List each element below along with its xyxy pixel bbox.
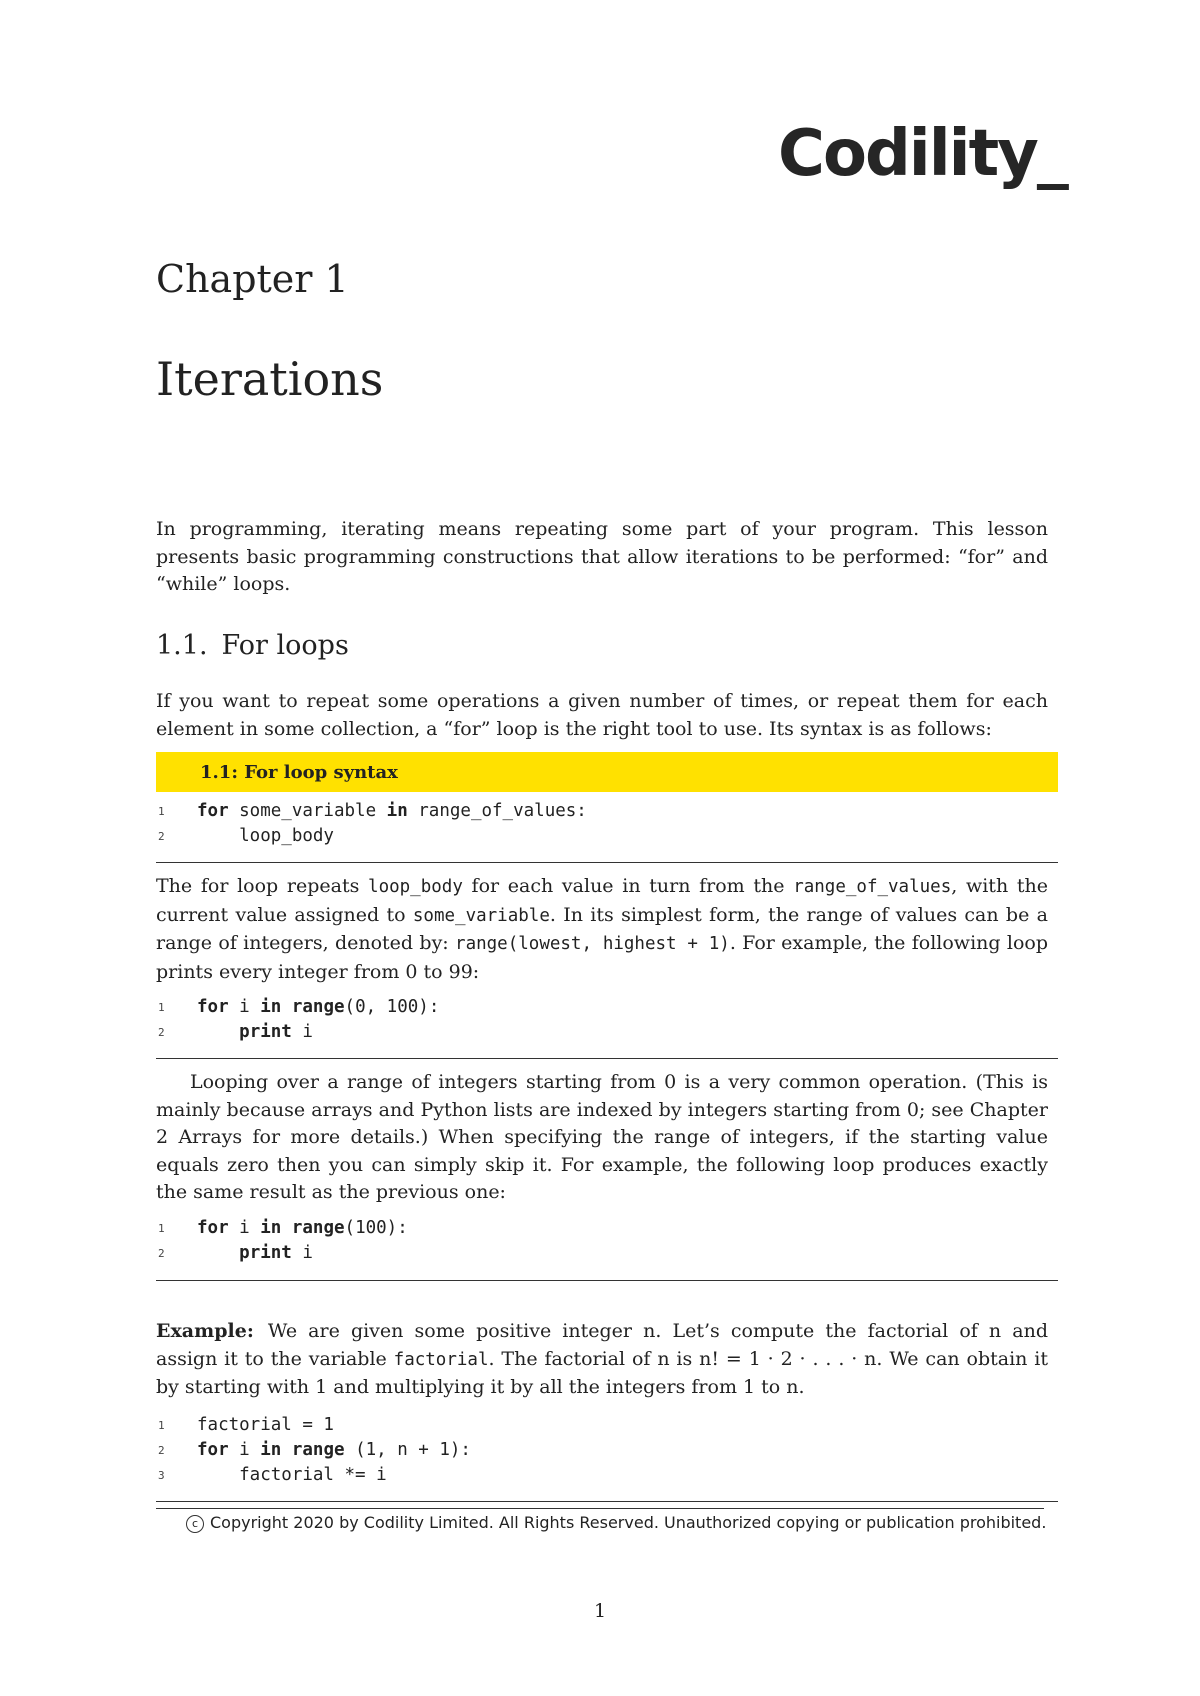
code-token: factorial *= i xyxy=(197,1465,387,1485)
code-keyword: for xyxy=(197,801,229,821)
code-inline: range(lowest, highest + 1) xyxy=(455,934,730,954)
code-rule xyxy=(156,1280,1058,1281)
paragraph-1-block xyxy=(156,688,1048,743)
paragraph-3-block xyxy=(156,1069,1048,1207)
code-token: range_of_values: xyxy=(407,801,587,821)
text-run: Looping over a range of integers starting from 0 is a very common operation. (This is mainly because arrays and Python lists are indexed by integers starting from 0; see Chapter 2 Arrays for more details.) When specifying the range of integers, if the starting value equals zero then you can simply skip it. For example, the following loop produces exactly the same result as the previous one: xyxy=(156,1071,1048,1203)
code-token xyxy=(281,997,292,1017)
chapter-label: Chapter 1 xyxy=(156,257,349,301)
line-number: 1 xyxy=(158,1001,165,1014)
code-line xyxy=(156,1020,1058,1045)
text-run: , with the current value assigned to xyxy=(156,875,1048,926)
codility-logo: Codility_ xyxy=(778,117,1067,191)
code-keyword: print xyxy=(239,1022,292,1042)
code-keyword: for xyxy=(197,1440,229,1460)
intro-paragraph: In programming, iterating means repeating some part of your program. This lesson presents basic programming constructions that allow iterations to be performed: “for” and “while” loops. xyxy=(156,518,1048,595)
code-text xyxy=(197,1241,313,1266)
code-rule xyxy=(156,862,1058,863)
listing-title: 1.1: For loop syntax xyxy=(200,762,398,783)
code-text xyxy=(197,1216,408,1241)
code-keyword: for xyxy=(197,997,229,1017)
chapter-title: Iterations xyxy=(156,352,384,406)
code-inline: range_of_values xyxy=(793,877,952,897)
code-keyword: in xyxy=(260,997,282,1017)
text-run: The for loop repeats xyxy=(156,875,369,897)
line-number: 3 xyxy=(158,1469,165,1482)
code-line xyxy=(156,1241,1058,1266)
text-run: We are given some positive integer n. Let’s compute the factorial of n and assign it to the variable xyxy=(156,1320,1048,1370)
code-token: i xyxy=(291,1022,313,1042)
code-line xyxy=(156,1216,1058,1241)
code-token: i xyxy=(291,1243,313,1263)
code-text xyxy=(197,995,439,1020)
paragraph-2-block xyxy=(156,873,1048,986)
code-token: i xyxy=(228,997,261,1017)
code-token: (1, n + 1): xyxy=(344,1440,471,1460)
paragraph-1: If you want to repeat some operations a given number of times, or repeat them for each element in some collection, a “for” loop is the right tool to use. Its syntax is as follows: xyxy=(156,690,1048,740)
text-run: . In its simplest form, the range of values can be a range of integers, denoted by: xyxy=(156,903,1048,954)
code-keyword: range xyxy=(291,1440,345,1460)
line-number: 1 xyxy=(158,1419,165,1432)
code-inline: factorial xyxy=(393,1349,489,1370)
section-title: For loops xyxy=(221,630,349,661)
code-rule xyxy=(156,1058,1058,1059)
code-token xyxy=(197,1243,239,1263)
paragraph-3 xyxy=(156,1069,1048,1207)
line-number: 2 xyxy=(158,1026,165,1039)
code-block-range xyxy=(156,995,1058,1045)
code-keyword: in xyxy=(260,1218,282,1238)
code-rule xyxy=(156,1501,1058,1502)
code-token xyxy=(281,1218,292,1238)
section-number: 1.1. xyxy=(156,630,208,661)
code-token: factorial = 1 xyxy=(197,1415,334,1435)
code-block-factorial xyxy=(156,1413,1058,1488)
line-number: 1 xyxy=(158,805,165,818)
code-token xyxy=(197,1022,239,1042)
code-token: i xyxy=(228,1440,261,1460)
code-block-syntax xyxy=(156,799,1058,849)
code-line xyxy=(156,799,1058,824)
code-keyword: in xyxy=(386,801,408,821)
footnote xyxy=(156,1512,1048,1534)
code-text xyxy=(197,799,587,824)
line-number: 2 xyxy=(158,830,165,843)
text-run: . For example, the following loop prints every integer from 0 to 99: xyxy=(156,932,1048,983)
example-paragraph xyxy=(156,1318,1048,1402)
example-label: Example: xyxy=(156,1320,254,1342)
paragraph-2 xyxy=(156,873,1048,986)
line-number: 1 xyxy=(158,1222,165,1235)
code-token: some_variable xyxy=(228,801,387,821)
text-run: . The factorial of n is n! = 1 · 2 · . . . · n. We can obtain it by starting with 1 and multiplying it by all the integers from 1 to n. xyxy=(156,1347,1048,1398)
code-keyword: range xyxy=(291,997,345,1017)
footnote-text: Copyright 2020 by Codility Limited. All Rights Reserved. Unauthorized copying or publication prohibited. xyxy=(210,1513,1047,1532)
code-token: loop_body xyxy=(197,826,334,846)
code-text xyxy=(197,1413,334,1438)
code-line xyxy=(156,995,1058,1020)
code-line xyxy=(156,1463,1058,1488)
code-keyword: print xyxy=(239,1243,292,1263)
listing-header xyxy=(156,752,1058,792)
text-run: for each value in turn from the xyxy=(462,875,794,897)
code-text xyxy=(197,1020,313,1045)
code-text xyxy=(197,1463,387,1488)
code-text xyxy=(197,1438,471,1463)
example-block xyxy=(156,1318,1048,1402)
code-keyword: for xyxy=(197,1218,229,1238)
code-inline: loop_body xyxy=(368,877,463,897)
code-token: (100): xyxy=(344,1218,408,1238)
code-token: (0, 100): xyxy=(344,997,440,1017)
code-token xyxy=(281,1440,292,1460)
code-block-range-short xyxy=(156,1216,1058,1266)
code-line xyxy=(156,1413,1058,1438)
line-number: 2 xyxy=(158,1247,165,1260)
code-keyword: in xyxy=(260,1440,282,1460)
footnote-rule xyxy=(156,1508,1044,1509)
code-line xyxy=(156,824,1058,849)
section-heading xyxy=(156,632,349,659)
copyright-icon: c xyxy=(186,1515,204,1533)
code-inline: some_variable xyxy=(412,905,550,926)
intro-paragraph-block xyxy=(156,516,1048,599)
code-keyword: range xyxy=(291,1218,345,1238)
code-text xyxy=(197,824,334,849)
page-number: 1 xyxy=(593,1600,607,1622)
code-line xyxy=(156,1438,1058,1463)
line-number: 2 xyxy=(158,1444,165,1457)
code-token: i xyxy=(228,1218,261,1238)
